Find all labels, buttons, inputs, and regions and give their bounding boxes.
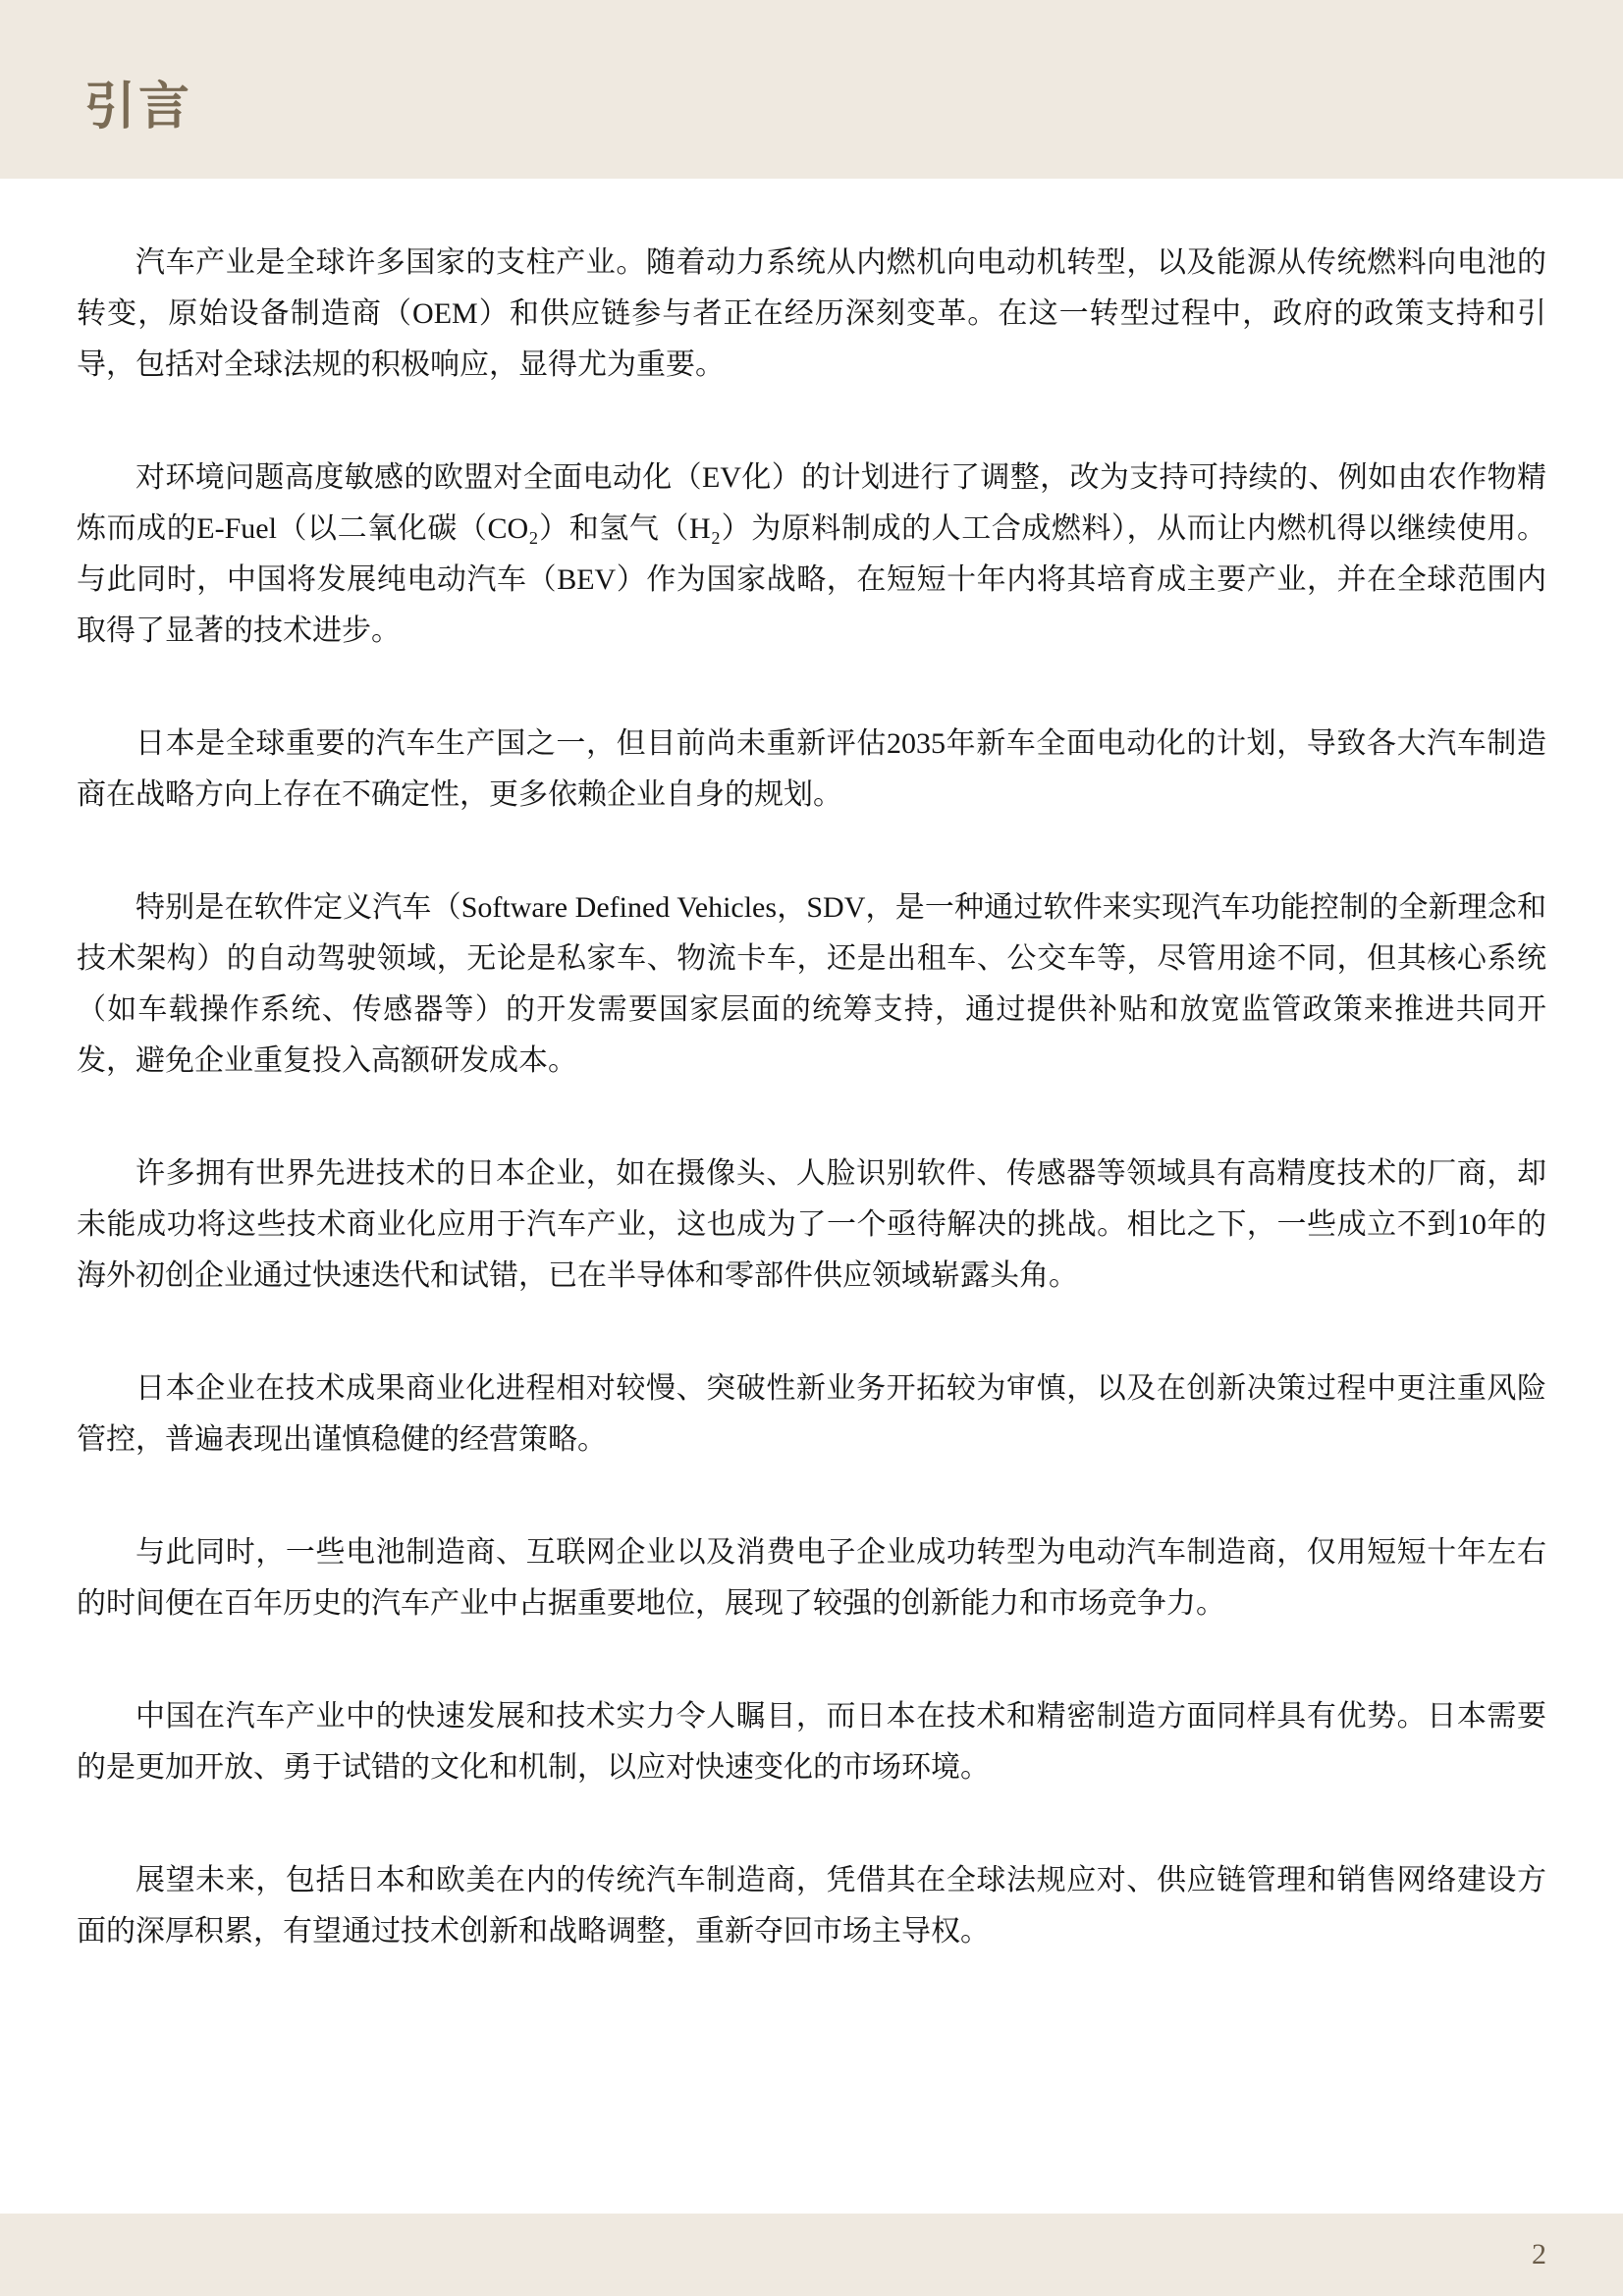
page-title: 引言 (84, 80, 193, 135)
paragraph-japan-conservative-strategy: 日本企业在技术成果商业化进程相对较慢、突破性新业务开拓较为审慎，以及在创新决策过程中更注重风险管控，普遍表现出谨慎稳健的经营策略。 (77, 1372, 1546, 1456)
paragraph-japan-tech-commercialization: 许多拥有世界先进技术的日本企业，如在摄像头、人脸识别软件、传感器等领域具有高精度技术的厂商，却未能成功将这些技术商业化应用于汽车产业，这也成为了一个亟待解决的挑战。相比之下，一些成立不到10年的海外初创企业通过快速迭代和试错，已在半导体和零部件供应领域崭露头角。 (77, 1157, 1546, 1292)
paragraph-intro-industry: 汽车产业是全球许多国家的支柱产业。随着动力系统从内燃机向电动机转型，以及能源从传统燃料向电池的转变，原始设备制造商（OEM）和供应链参与者正在经历深刻变革。在这一转型过程中，政府的政策支持和引导，包括对全球法规的积极响应，显得尤为重要。 (77, 246, 1546, 381)
paragraph-new-entrants: 与此同时，一些电池制造商、互联网企业以及消费电子企业成功转型为电动汽车制造商，仅用短短十年左右的时间便在百年历史的汽车产业中占据重要地位，展现了较强的创新能力和市场竞争力。 (77, 1536, 1546, 1620)
paragraph-sdv-autonomous: 特别是在软件定义汽车（Software Defined Vehicles，SDV，是一种通过软件来实现汽车功能控制的全新理念和技术架构）的自动驾驶领域，无论是私家车、物流卡车，还是出租车、公交车等，尽管用途不同，但其核心系统（如车载操作系统、传感器等）的开发需要国家层面的统筹支持，通过提供补贴和放宽监管政策来推进共同开发，避免企业重复投入高额研发成本。 (77, 891, 1546, 1077)
paragraph-eu-efuel-china-bev: 对环境问题高度敏感的欧盟对全面电动化（EV化）的计划进行了调整，改为支持可持续的、例如由农作物精炼而成的E-Fuel（以二氧化碳（CO₂）和氢气（H₂）为原料制成的人工合成燃料），从而让内燃机得以继续使用。与此同时，中国将发展纯电动汽车（BEV）作为国家战略，在短短十年内将其培育成主要产业，并在全球范围内取得了显著的技术进步。 (77, 461, 1546, 647)
page-number: 2 (1532, 2238, 1546, 2270)
paragraph-outlook: 展望未来，包括日本和欧美在内的传统汽车制造商，凭借其在全球法规应对、供应链管理和销售网络建设方面的深厚积累，有望通过技术创新和战略调整，重新夺回市场主导权。 (77, 1864, 1546, 1948)
paragraph-japan-2035-plan: 日本是全球重要的汽车生产国之一，但目前尚未重新评估2035年新车全面电动化的计划，导致各大汽车制造商在战略方向上存在不确定性，更多依赖企业自身的规划。 (77, 727, 1546, 811)
page-footer-band (0, 2214, 1623, 2296)
paragraph-china-japan-comparison: 中国在汽车产业中的快速发展和技术实力令人瞩目，而日本在技术和精密制造方面同样具有优势。日本需要的是更加开放、勇于试错的文化和机制，以应对快速变化的市场环境。 (77, 1700, 1546, 1784)
document-body (0, 179, 1623, 2019)
page-header-band (0, 0, 1623, 179)
